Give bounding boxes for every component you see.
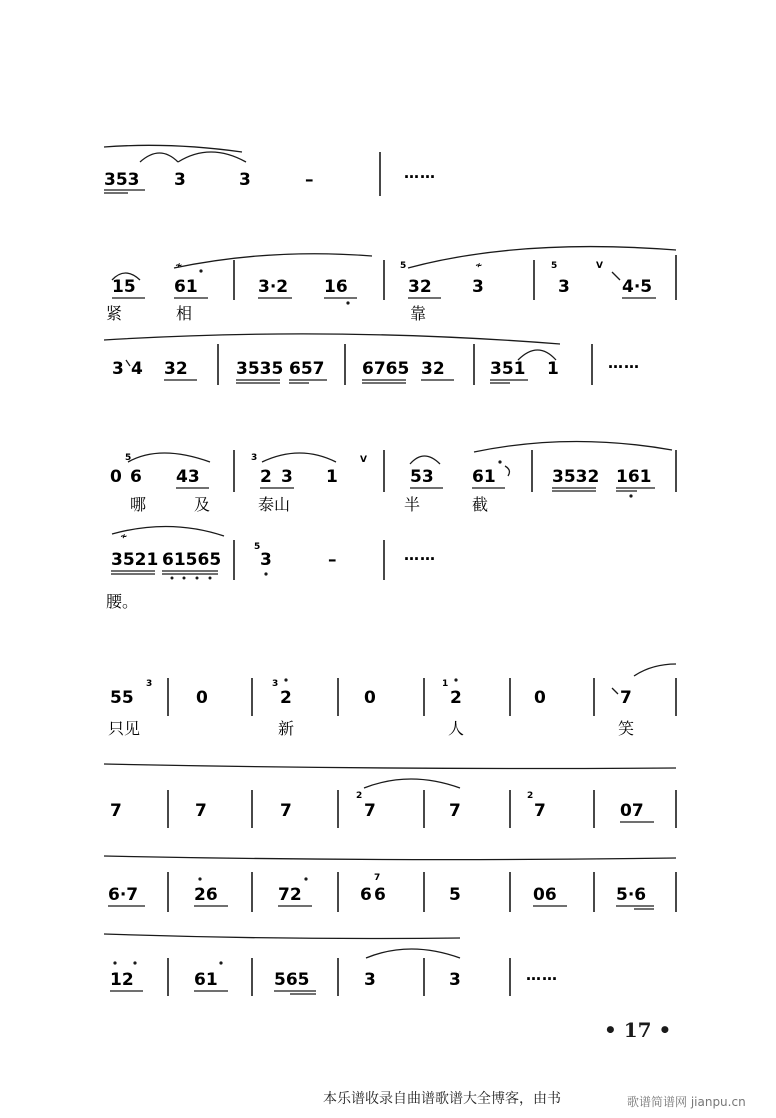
note: 353 — [104, 170, 140, 190]
note: 3 — [281, 467, 293, 487]
note: 3 — [364, 970, 376, 990]
grace-note: 5 — [400, 261, 407, 271]
lyric: 截 — [472, 495, 489, 514]
note: 7 — [195, 801, 207, 821]
page-number: • 17 • — [604, 1018, 672, 1042]
slur — [128, 453, 210, 462]
note: 06 — [533, 885, 557, 905]
slur — [104, 934, 460, 939]
slide — [612, 688, 618, 694]
slur — [410, 456, 440, 464]
note: 7 — [280, 801, 292, 821]
note: 3 — [472, 277, 484, 297]
note: 12 — [110, 970, 134, 990]
slur — [634, 664, 676, 676]
note: 351 — [490, 359, 526, 379]
turn — [505, 466, 509, 476]
note: 3 — [112, 359, 124, 379]
note: 0 — [110, 467, 122, 487]
system-7 — [104, 764, 676, 828]
note: 32 — [408, 277, 432, 297]
note: 15 — [112, 277, 136, 297]
lyric: 及 — [194, 495, 211, 514]
note: 61 — [194, 970, 218, 990]
lyric: 紧 — [106, 304, 123, 323]
system-4 — [110, 441, 676, 514]
note: 0 — [534, 688, 546, 708]
note: 1 — [547, 359, 559, 379]
lyric: 泰山 — [258, 495, 291, 514]
grace-note: 5 — [254, 542, 261, 552]
note: 3 — [174, 170, 186, 190]
ornament: ≁ — [120, 532, 128, 542]
system-5 — [106, 526, 436, 611]
note: 6765 — [362, 359, 410, 379]
dash: – — [305, 170, 314, 190]
footer-text: 本乐谱收录自曲谱歌谱大全博客，由书 — [323, 1091, 561, 1107]
note: 4 — [131, 359, 143, 379]
grace-note: 5 — [125, 453, 132, 463]
note: 3 — [558, 277, 570, 297]
note: 3·2 — [258, 277, 289, 297]
system-3 — [104, 334, 640, 385]
note: 6 — [374, 885, 386, 905]
note: 2 — [280, 688, 292, 708]
note: 565 — [274, 970, 310, 990]
note: 61565 — [162, 550, 222, 570]
note: 61 — [174, 277, 198, 297]
note: 3535 — [236, 359, 284, 379]
note: 6 — [360, 885, 372, 905]
note: 6 — [130, 467, 142, 487]
note: 7 — [110, 801, 122, 821]
note: 7 — [620, 688, 632, 708]
slur — [474, 441, 672, 452]
note: 61 — [472, 467, 496, 487]
note: 3 — [449, 970, 461, 990]
note: 161 — [616, 467, 652, 487]
dash: – — [328, 550, 337, 570]
system-1 — [104, 145, 436, 196]
note: 32 — [164, 359, 188, 379]
lyric: 相 — [176, 304, 193, 323]
slur — [366, 949, 460, 958]
note: 3532 — [552, 467, 600, 487]
note: 3 — [260, 550, 272, 570]
ornament: ≁ — [175, 261, 183, 271]
slur — [178, 152, 246, 162]
note: 7 — [364, 801, 376, 821]
watermark: 歌谱简谱网 jianpu.cn — [627, 1095, 746, 1109]
slur — [112, 526, 224, 536]
grace-note: 3 — [272, 679, 279, 689]
slide — [126, 360, 130, 366]
note: 2 — [450, 688, 462, 708]
note: 26 — [194, 885, 218, 905]
ornament: ≁ — [475, 261, 483, 271]
grace-note: 3 — [146, 679, 153, 689]
slur — [364, 779, 460, 788]
breath-mark: V — [596, 261, 603, 271]
note: 4·5 — [622, 277, 653, 297]
grace-note: 2 — [356, 791, 363, 801]
note: 3 — [239, 170, 251, 190]
note: 5·6 — [616, 885, 647, 905]
note: 3521 — [111, 550, 159, 570]
note: 7 — [534, 801, 546, 821]
note: 07 — [620, 801, 644, 821]
lyric: 哪 — [130, 495, 147, 514]
note: 72 — [278, 885, 302, 905]
system-2 — [106, 247, 676, 323]
note: 2 — [260, 467, 272, 487]
note: 16 — [324, 277, 348, 297]
slur — [140, 153, 178, 162]
slur — [104, 145, 242, 152]
note: 6·7 — [108, 885, 139, 905]
note: 657 — [289, 359, 325, 379]
system-8 — [104, 856, 676, 912]
slur — [408, 247, 676, 268]
ellipsis: …… — [526, 966, 558, 984]
slide — [612, 272, 620, 280]
lyric: 靠 — [410, 304, 427, 323]
note: 32 — [421, 359, 445, 379]
ellipsis: …… — [404, 164, 436, 182]
lyric: 人 — [448, 719, 465, 738]
grace-note: 3 — [251, 453, 258, 463]
grace-note: 7 — [374, 873, 381, 883]
note: 1 — [326, 467, 338, 487]
grace-note: 1 — [442, 679, 449, 689]
system-9 — [104, 934, 558, 996]
slur — [262, 453, 336, 462]
ellipsis: …… — [608, 354, 640, 372]
note: 0 — [196, 688, 208, 708]
grace-note: 2 — [527, 791, 534, 801]
grace-note: 5 — [551, 261, 558, 271]
lyric: 新 — [278, 719, 295, 738]
slur — [104, 764, 676, 769]
note: 0 — [364, 688, 376, 708]
system-6 — [108, 664, 676, 738]
note: 7 — [449, 801, 461, 821]
ellipsis: …… — [404, 546, 436, 564]
slur — [104, 334, 560, 344]
slur — [104, 856, 676, 860]
lyric: 笑 — [618, 719, 635, 738]
note: 5 — [449, 885, 461, 905]
breath-mark: V — [360, 455, 367, 465]
slur — [174, 254, 372, 268]
lyric: 只见 — [108, 719, 141, 738]
lyric: 半 — [404, 495, 421, 514]
note: 55 — [110, 688, 134, 708]
note: 53 — [410, 467, 434, 487]
lyric: 腰。 — [106, 592, 139, 611]
note: 43 — [176, 467, 200, 487]
